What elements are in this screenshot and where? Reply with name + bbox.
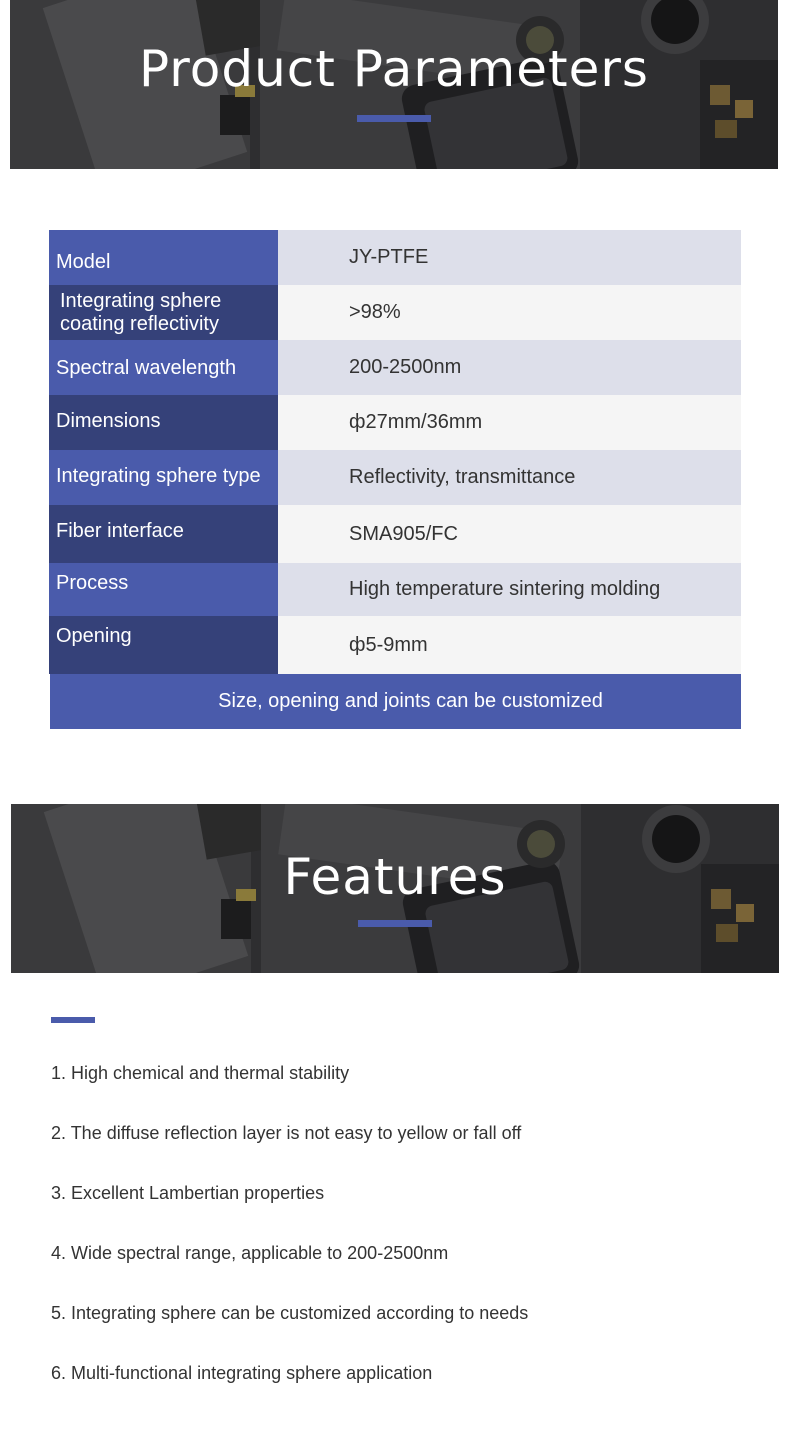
list-item: 1. High chemical and thermal stability <box>51 1063 350 1083</box>
row-value: High temperature sintering molding <box>278 563 741 616</box>
row-label: Integrating sphere type <box>49 450 278 505</box>
features-banner <box>11 804 779 973</box>
row-value: ф27mm/36mm <box>278 395 741 450</box>
title-underline <box>358 920 432 927</box>
table-row <box>49 285 741 340</box>
row-label-line: coating reflectivity <box>60 312 219 335</box>
section-title: Product Parameters <box>139 40 649 98</box>
row-label: Model <box>49 230 278 285</box>
list-item: 4. Wide spectral range, applicable to 200-2500nm <box>51 1243 449 1263</box>
list-item: 2. The diffuse reflection layer is not easy to yellow or fall off <box>51 1123 522 1143</box>
list-item: 3. Excellent Lambertian properties <box>51 1183 325 1203</box>
table-row <box>49 230 741 285</box>
row-label: Dimensions <box>49 395 278 450</box>
row-label <box>49 285 278 340</box>
row-value: SMA905/FC <box>278 505 741 563</box>
table-row <box>49 340 741 395</box>
row-label: Fiber interface <box>49 505 278 563</box>
list-item: 6. Multi-functional integrating sphere application <box>51 1363 433 1383</box>
table-row <box>49 505 741 563</box>
row-label: Spectral wavelength <box>49 340 278 395</box>
product-parameters-banner <box>10 0 778 169</box>
features-accent-bar <box>51 1017 95 1023</box>
section-title: Features <box>283 848 507 906</box>
table-row <box>49 616 741 674</box>
row-label: Process <box>49 563 278 616</box>
row-value: 200-2500nm <box>278 340 741 395</box>
table-row <box>49 563 741 616</box>
features-list <box>51 1060 528 1420</box>
row-value: ф5-9mm <box>278 616 741 674</box>
list-item: 5. Integrating sphere can be customized according to needs <box>51 1303 529 1323</box>
title-underline <box>357 115 431 122</box>
row-value: JY-PTFE <box>278 230 741 285</box>
row-value: Reflectivity, transmittance <box>278 450 741 505</box>
customization-note: Size, opening and joints can be customized <box>50 674 741 729</box>
table-row <box>49 395 741 450</box>
row-label-line: Integrating sphere <box>60 289 222 312</box>
parameter-table <box>49 230 741 729</box>
table-row <box>49 450 741 505</box>
row-label: Opening <box>49 616 278 674</box>
row-value: >98% <box>278 285 741 340</box>
